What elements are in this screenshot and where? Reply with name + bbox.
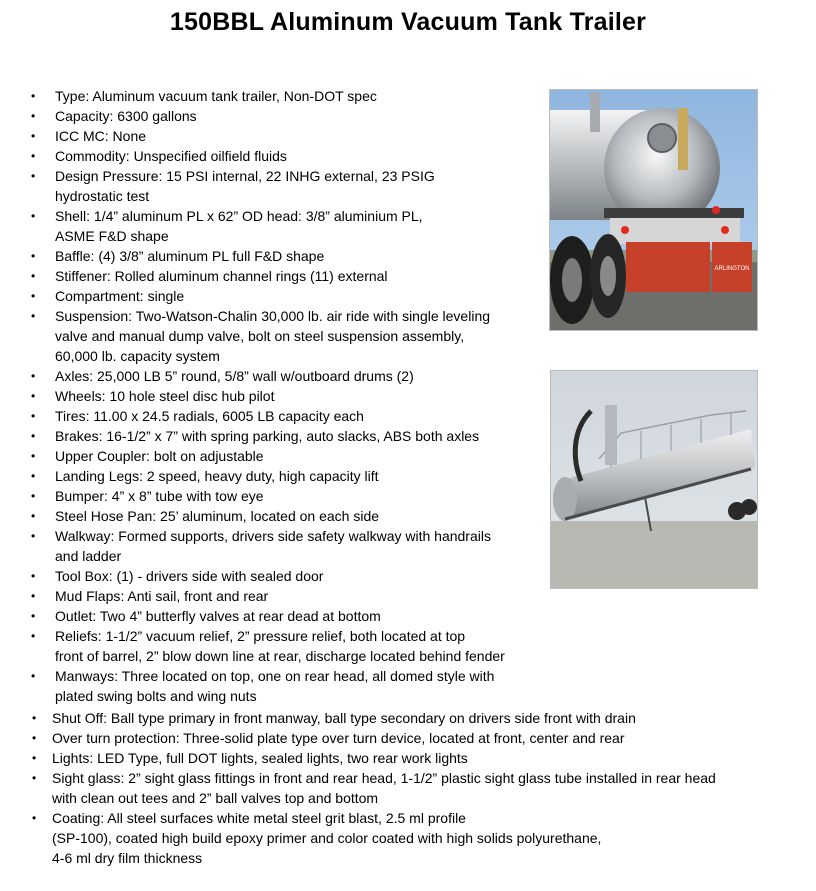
spec-line: • Manways: Three located on top, one on rear head, all domed style with <box>55 668 495 684</box>
spec-item <box>52 728 625 748</box>
spec-line: • Reliefs: 1-1/2” vacuum relief, 2” pressure relief, both located at top <box>55 628 466 644</box>
rear-view-tank-trailer-photo <box>549 89 758 331</box>
spec-item <box>52 748 468 768</box>
page-title: 150BBL Aluminum Vacuum Tank Trailer <box>169 8 647 36</box>
spec-line: • ICC MC: None <box>55 128 147 144</box>
spec-item <box>52 768 716 808</box>
mudflap-decal: ARLINGTON <box>714 266 750 272</box>
spec-item <box>55 566 323 586</box>
spec-line: • Over turn protection: Three-solid plate type over turn device, located at front, center and rear <box>52 730 625 746</box>
spec-item <box>55 586 268 606</box>
spec-item <box>55 426 479 446</box>
spec-line: • Brakes: 16-1/2” x 7” with spring parking, auto slacks, ABS both axles <box>55 428 480 444</box>
spec-line: • Walkway: Formed supports, drivers side safety walkway with handrails <box>55 528 491 544</box>
spec-item <box>55 506 379 526</box>
spec-line: • Stiffener: Rolled aluminum channel rings (11) external <box>55 268 388 284</box>
spec-item <box>55 486 264 506</box>
spec-line: • Commodity: Unspecified oilfield fluids <box>55 148 287 164</box>
spec-item <box>55 366 414 386</box>
spec-line: • Coating: All steel surfaces white metal steel grit blast, 2.5 ml profile <box>52 810 466 826</box>
spec-item <box>55 146 287 166</box>
spec-line: • Shell: 1/4” aluminum PL x 62” OD head: 3/8” aluminium PL, <box>55 208 423 224</box>
spec-item <box>52 808 601 868</box>
spec-line: • Outlet: Two 4” butterfly valves at rear dead at bottom <box>55 608 381 624</box>
spec-line: • Type: Aluminum vacuum tank trailer, Non-DOT spec <box>55 88 377 104</box>
spec-line: • Design Pressure: 15 PSI internal, 22 INHG external, 23 PSIG <box>55 168 435 184</box>
spec-line: • Bumper: 4” x 8” tube with tow eye <box>55 488 264 504</box>
spec-item <box>55 606 381 626</box>
spec-line: • Capacity: 6300 gallons <box>55 108 197 124</box>
spec-item <box>55 286 184 306</box>
spec-line: and ladder <box>55 548 122 564</box>
spec-line: (SP-100), coated high build epoxy primer and color coated with high solids polyurethane, <box>52 830 602 846</box>
side-view-tank-trailer-photo <box>550 370 758 589</box>
spec-item <box>55 666 494 706</box>
spec-item <box>55 406 364 426</box>
spec-line: • Baffle: (4) 3/8” aluminum PL full F&D shape <box>55 248 325 264</box>
spec-line: hydrostatic test <box>55 188 150 204</box>
spec-item <box>55 626 505 666</box>
spec-item <box>55 106 197 126</box>
spec-line: • Tires: 11.00 x 24.5 radials, 6005 LB capacity each <box>55 408 364 424</box>
spec-line: ASME F&D shape <box>55 228 169 244</box>
spec-line: valve and manual dump valve, bolt on steel suspension assembly, <box>55 328 465 344</box>
spec-item <box>52 708 636 728</box>
spec-item <box>55 206 423 246</box>
spec-line: • Steel Hose Pan: 25’ aluminum, located on each side <box>55 508 380 524</box>
rear-view-illustration <box>550 90 757 330</box>
spec-line: • Wheels: 10 hole steel disc hub pilot <box>55 388 275 404</box>
spec-line: • Landing Legs: 2 speed, heavy duty, high capacity lift <box>55 468 379 484</box>
spec-line: front of barrel, 2” blow down line at rear, discharge located behind fender <box>55 648 505 664</box>
spec-item <box>55 526 491 566</box>
spec-line: plated swing bolts and wing nuts <box>55 688 257 704</box>
spec-item <box>55 86 377 106</box>
spec-line: • Suspension: Two-Watson-Chalin 30,000 lb. air ride with single leveling <box>55 308 491 324</box>
spec-line: • Lights: LED Type, full DOT lights, sealed lights, two rear work lights <box>52 750 468 766</box>
spec-item <box>55 386 274 406</box>
spec-item <box>55 446 264 466</box>
spec-line: with clean out tees and 2” ball valves top and bottom <box>52 790 379 806</box>
spec-line: • Shut Off: Ball type primary in front manway, ball type secondary on drivers side front with drain <box>52 710 636 726</box>
spec-line: • Compartment: single <box>55 288 185 304</box>
spec-line: • Sight glass: 2” sight glass fittings in front and rear head, 1-1/2” plastic sight glass tube installed in rear head <box>52 770 716 786</box>
side-view-illustration <box>551 371 757 588</box>
spec-line: • Upper Coupler: bolt on adjustable <box>55 448 264 464</box>
spec-item <box>55 246 324 266</box>
spec-line: • Mud Flaps: Anti sail, front and rear <box>55 588 269 604</box>
spec-item <box>55 306 490 366</box>
spec-line: • Axles: 25,000 LB 5” round, 5/8” wall w/outboard drums (2) <box>55 368 414 384</box>
spec-item <box>55 466 379 486</box>
spec-item <box>55 266 388 286</box>
spec-item <box>55 166 435 206</box>
spec-item <box>55 126 146 146</box>
spec-line: 4-6 ml dry film thickness <box>52 850 203 866</box>
spec-line: • Tool Box: (1) - drivers side with sealed door <box>55 568 324 584</box>
spec-line: 60,000 lb. capacity system <box>55 348 220 364</box>
